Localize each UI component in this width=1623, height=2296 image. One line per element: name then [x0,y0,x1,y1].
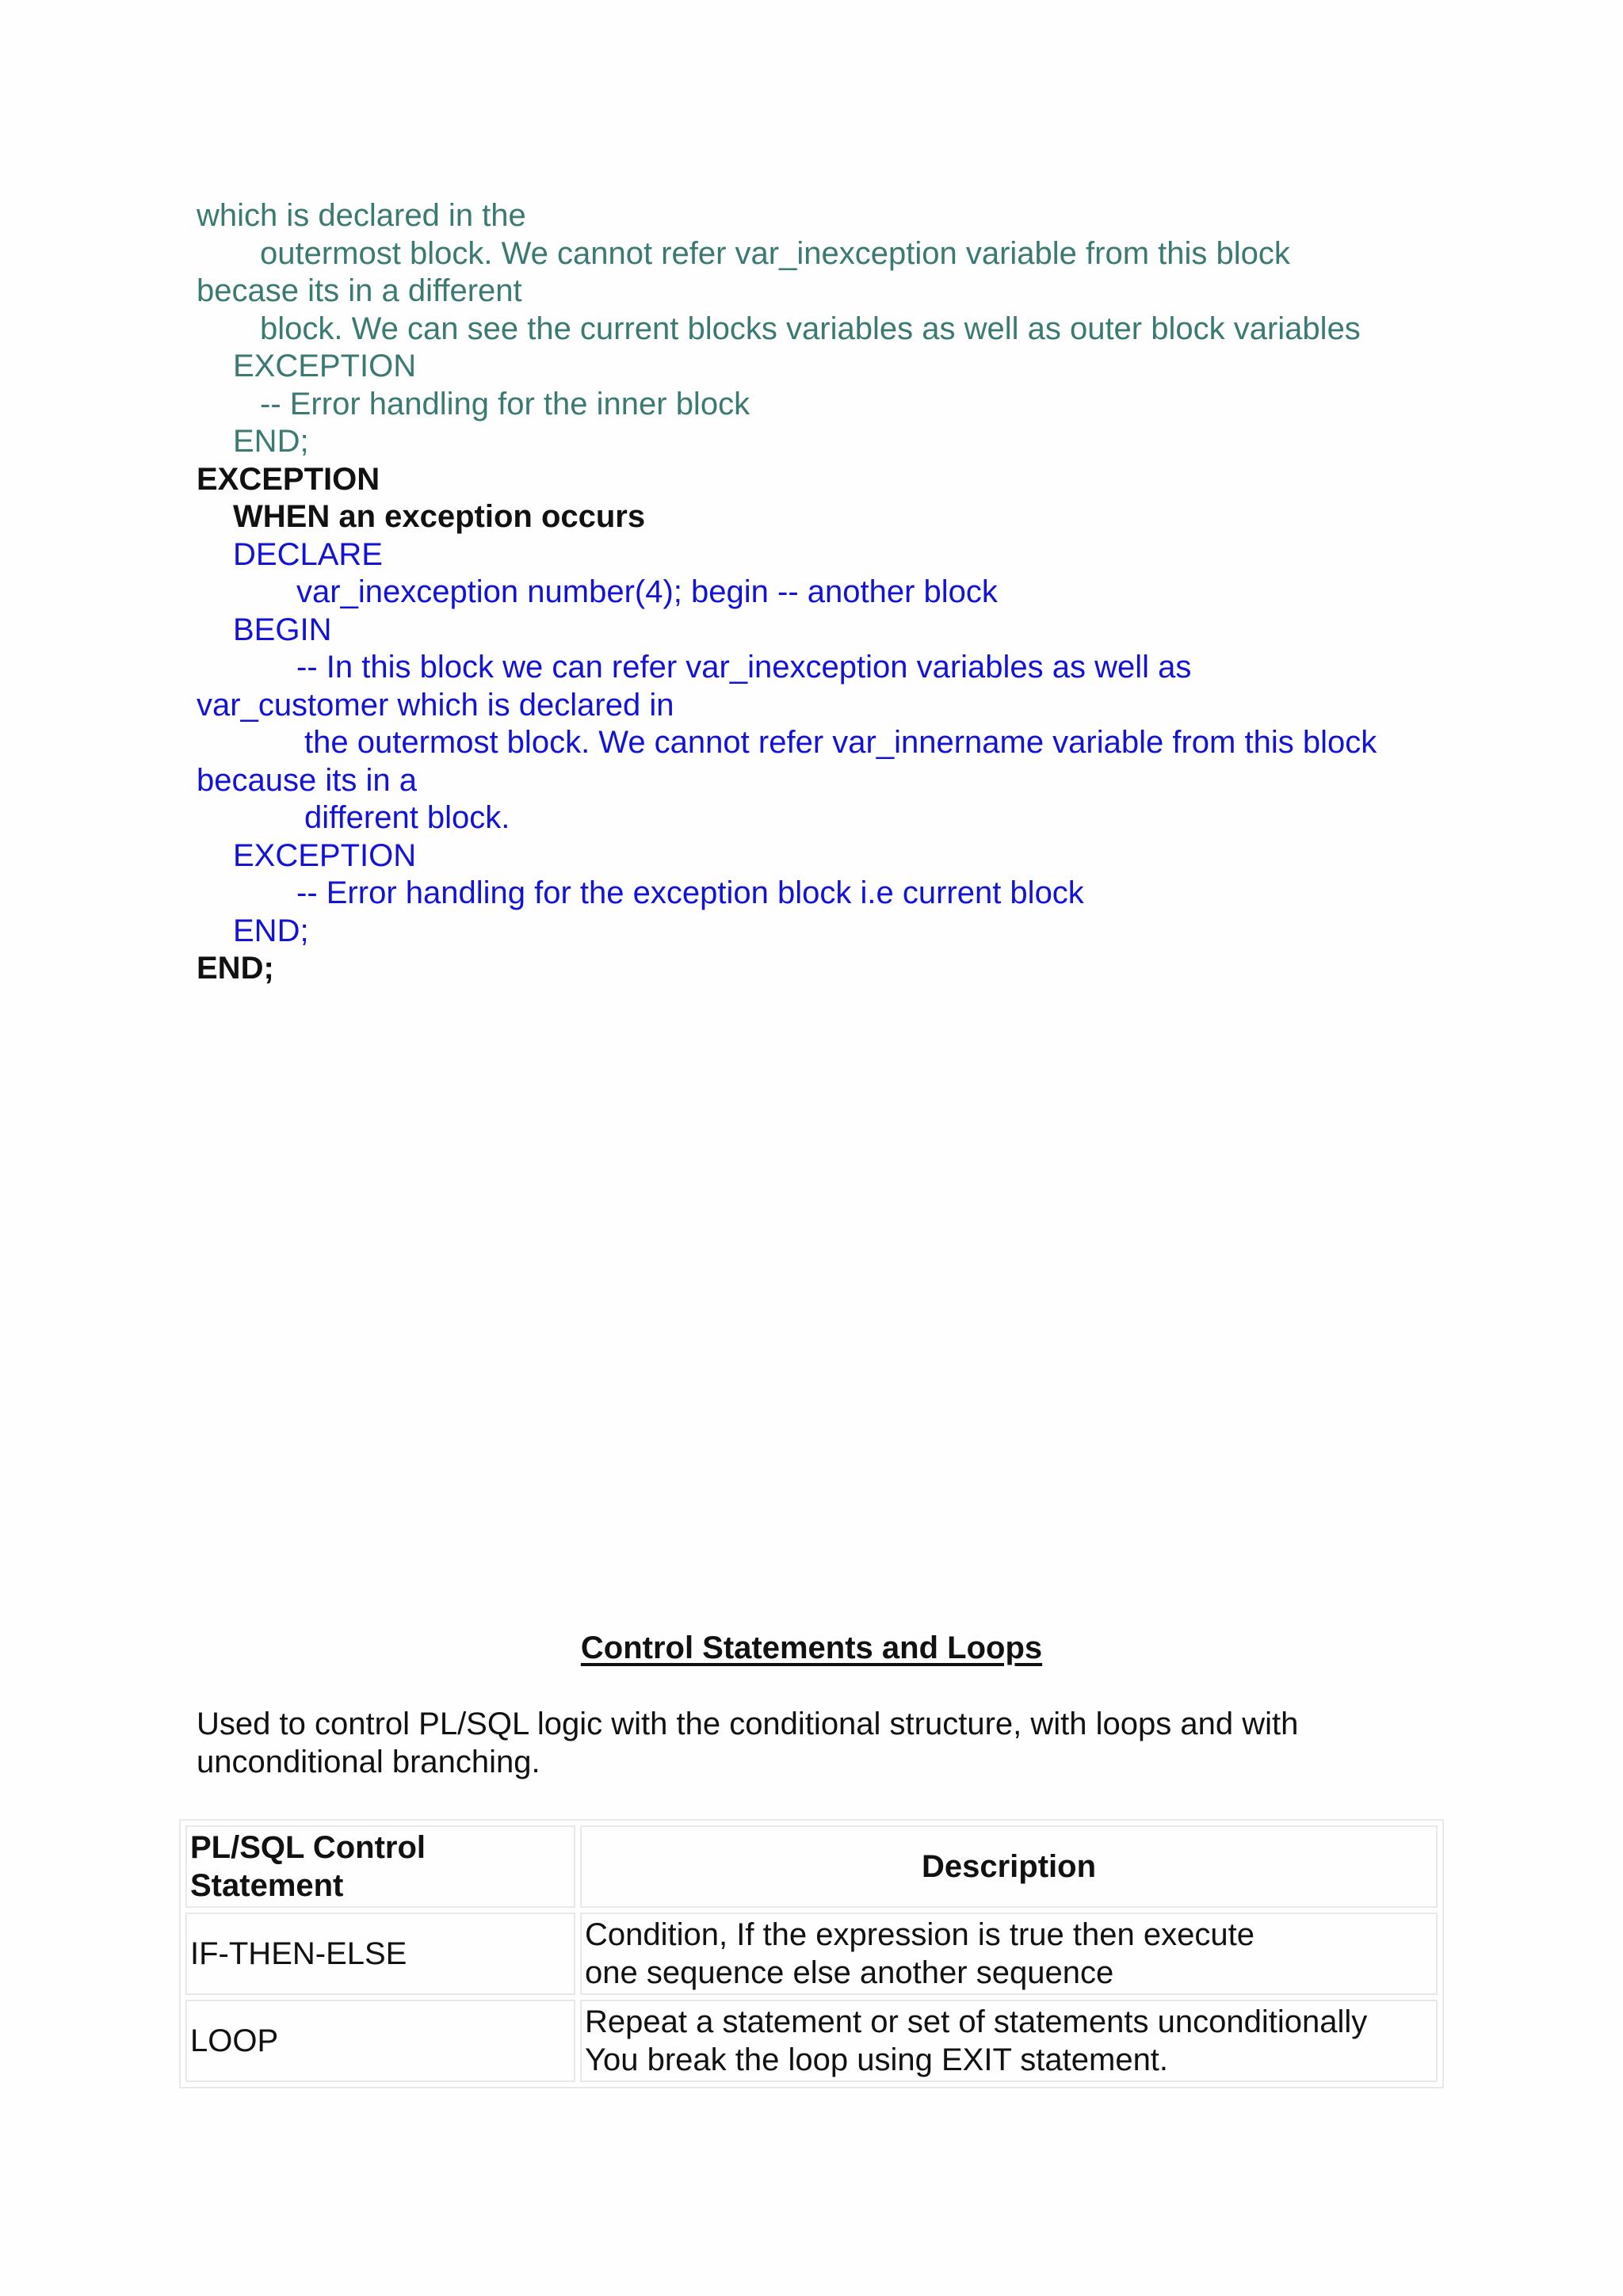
intro-line-1: Used to control PL/SQL logic with the conditional structure, with loops and with [197,1707,1299,1741]
table-header-row [185,1825,1438,1908]
code-line: BEGIN [233,612,332,647]
code-line: END; [197,951,274,986]
code-line: EXCEPTION [197,462,380,497]
statement-cell: LOOP [185,2000,575,2082]
code-line: EXCEPTION [233,838,417,873]
statement-cell: IF-THEN-ELSE [185,1913,575,1995]
description-line-2: You break the loop using EXIT statement. [585,2042,1169,2077]
description-cell [580,1913,1438,1995]
code-line: END; [233,424,309,459]
code-line: END; [233,913,309,948]
code-line: because its in a [197,763,417,798]
code-line: var_customer which is declared in [197,688,674,723]
code-line: EXCEPTION [233,349,417,383]
code-line: becase its in a different [197,273,522,308]
table-row [185,1913,1438,1995]
code-line: -- Error handling for the exception block i.e current block [296,875,1084,910]
code-line: different block. [304,800,510,835]
table-row [185,2000,1438,2082]
intro-line-2: unconditional branching. [197,1745,540,1779]
code-line: the outermost block. We cannot refer var_innername variable from this block [304,725,1377,760]
code-line: block. We can see the current blocks variables as well as outer block variables [260,311,1361,346]
description-line-1: Repeat a statement or set of statements unconditionally [585,2004,1368,2039]
section-heading-text: Control Statements and Loops [580,1630,1043,1665]
code-line: which is declared in the [197,198,526,233]
description-line-1: Condition, If the expression is true then execute [585,1917,1254,1952]
code-line: var_inexception number(4); begin -- another block [296,574,998,609]
description-cell [580,2000,1438,2082]
section-intro-paragraph [197,1705,1465,1781]
header-cell-statement [185,1825,575,1908]
header-statement-line-2: Statement [190,1868,344,1903]
code-line: WHEN an exception occurs [233,499,646,534]
section-heading [0,1629,1623,1667]
control-statements-table [179,1819,1444,2088]
header-statement-line-1: PL/SQL Control [190,1830,426,1865]
description-line-2: one sequence else another sequence [585,1955,1114,1990]
code-line: outermost block. We cannot refer var_inexception variable from this block [260,236,1290,271]
code-line: -- Error handling for the inner block [260,387,750,421]
code-line: DECLARE [233,537,383,572]
code-line: -- In this block we can refer var_inexception variables as well as [296,650,1192,685]
header-cell-description: Description [580,1825,1438,1908]
